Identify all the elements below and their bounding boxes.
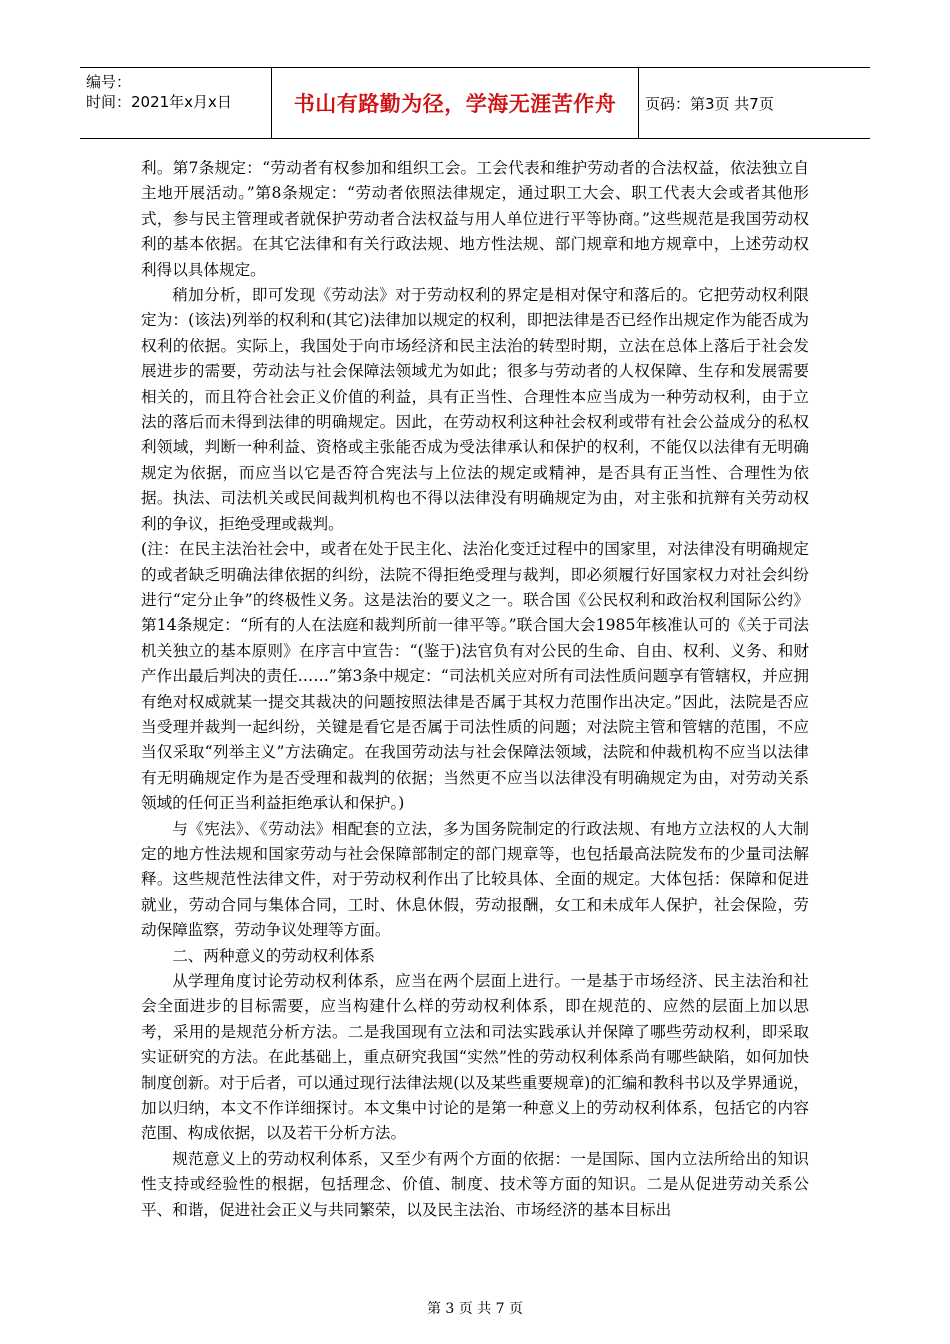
paragraph-1: 利。第7条规定：“劳动者有权参加和组织工会。工会代表和维护劳动者的合法权益，依法独立自主地开展活动。”第8条规定：“劳动者依照法律规定，通过职工大会、职工代表大会或者其他形式，参与民主管理或者就保护劳动者合法权益与用人单位进行平等协商。”这些规范是我国劳动权利的基本依据。在其它法律和有关行政法规、地方性法规、部门规章和地方规章中，上述劳动权利得以具体规定。 — [141, 159, 809, 279]
header-motto: 书山有路勤为径，学海无涯苦作舟 — [272, 68, 639, 138]
header-meta — [80, 68, 272, 138]
paragraph-note: (注：在民主法治社会中，或者在处于民主化、法治化变迁过程中的国家里，对法律没有明确规定的或者缺乏明确法律依据的纠纷，法院不得拒绝受理与裁判，即必须履行好国家权力对社会纠纷进行“定分止争”的终极性义务。这是法治的要义之一。联合国《公民权利和政治权利国际公约》第14条规定：“所有的人在法庭和裁判所前一律平等。”联合国大会1985年核准认可的《关于司法机关独立的基本原则》在序言中宣告：“(鉴于)法官负有对公民的生命、自由、权利、义务、和财产作出最后判决的责任……”第3条中规定：“司法机关应对所有司法性质问题享有管辖权，并应拥有绝对权威就某一提交其裁决的问题按照法律是否属于其权力范围作出决定。”因此，法院是否应当受理并裁判一起纠纷，关键是看它是否属于司法性质的问题；对法院主管和管辖的范围，不应当仅采取“列举主义”方法确定。在我国劳动法与社会保障法领域，法院和仲裁机构不应当以法律有无明确规定作为是否受理和裁判的依据；当然更不应当以法律没有明确规定为由，对劳动关系领域的任何正当利益拒绝承认和保护。) — [141, 540, 809, 813]
page-header — [80, 67, 870, 139]
paragraph-2: 稍加分析，即可发现《劳动法》对于劳动权利的界定是相对保守和落后的。它把劳动权利限定为：(该法)列举的权利和(其它)法律加以规定的权利，即把法律是否已经作出规定作为能否成为权利的依据。实际上，我国处于向市场经济和民主法治的转型时期，立法在总体上落后于社会发展进步的需要，劳动法与社会保障法领域尤为如此；很多与劳动者的人权保障、生存和发展需要相关的，而且符合社会正义价值的利益，具有正当性、合理性本应当成为一种劳动权利，由于立法的落后而未得到法律的明确规定。因此，在劳动权利这种社会权利或带有社会公益成分的私权利领域，判断一种利益、资格或主张能否成为受法律承认和保护的权利，不能仅以法律有无明确规定为依据，而应当以它是否符合宪法与上位法的规定或精神，是否具有正当性、合理性为依据。执法、司法机关或民间裁判机构也不得以法律没有明确规定为由，对主张和抗辩有关劳动权利的争议，拒绝受理或裁判。 — [141, 286, 809, 533]
document-number: 编号： — [86, 73, 132, 91]
document-body — [141, 156, 809, 1223]
paragraph-4: 从学理角度讨论劳动权利体系，应当在两个层面上进行。一是基于市场经济、民主法治和社会全面进步的目标需要，应当构建什么样的劳动权利体系，即在规范的、应然的层面上加以思考，采用的是规范分析方法。二是我国现有立法和司法实践承认并保障了哪些劳动权利，即采取实证研究的方法。在此基础上，重点研究我国“实然”性的劳动权利体系尚有哪些缺陷，如何加快制度创新。对于后者，可以通过现行法律法规(以及某些重要规章)的汇编和教科书以及学界通说，加以归纳，本文不作详细探讨。本文集中讨论的是第一种意义上的劳动权利体系，包括它的内容范围、构成依据，以及若干分析方法。 — [141, 972, 809, 1143]
page-footer: 第 3 页 共 7 页 — [426, 1301, 524, 1317]
paragraph-5: 规范意义上的劳动权利体系，又至少有两个方面的依据：一是国际、国内立法所给出的知识性支持或经验性的根据，包括理念、价值、制度、技术等方面的知识。二是从促进劳动关系公平、和谐，促进社会正义与共同繁荣，以及民主法治、市场经济的基本目标出 — [141, 1149, 809, 1219]
header-page-info: 页码：第3页 共7页 — [645, 94, 774, 113]
section-heading: 二、两种意义的劳动权利体系 — [172, 946, 375, 965]
document-time: 时间：2021年x月x日 — [86, 93, 232, 111]
paragraph-3: 与《宪法》、《劳动法》相配套的立法，多为国务院制定的行政法规、有地方立法权的人大制定的地方性法规和国家劳动与社会保障部制定的部门规章等，也包括最高法院发布的少量司法解释。这些规范性法律文件，对于劳动权利作出了比较具体、全面的规定。大体包括：保障和促进就业，劳动合同与集体合同，工时、休息休假，劳动报酬，女工和未成年人保护，社会保险，劳动保障监察，劳动争议处理等方面。 — [141, 819, 809, 940]
